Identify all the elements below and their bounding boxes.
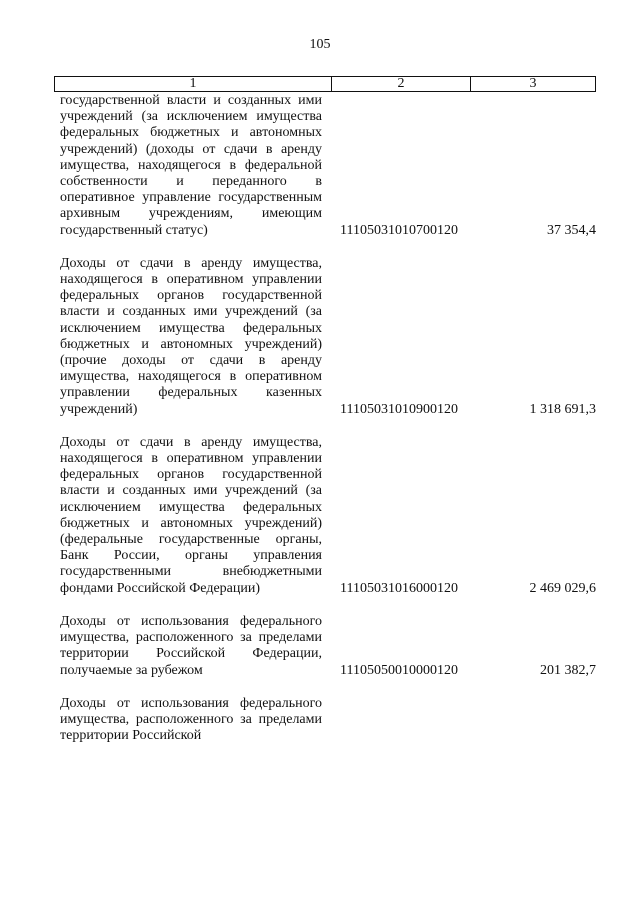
row-amount: 2 469 029,6 (529, 580, 596, 596)
header-col-3: 3 (529, 76, 537, 91)
row-amount: 1 318 691,3 (529, 401, 596, 417)
row-description: государственной власти и созданных ими учреждений (за исключением имущества федеральных бюджетных и автономных учреждений) (доходы от сдачи в аренду имущества, находящегося в федеральной собственности и переданного в оперативное управление государственным архивным учреждениям, имеющим государственный статус) (60, 93, 322, 238)
table-row (60, 614, 596, 679)
page-number: 105 (309, 37, 331, 52)
row-description: Доходы от сдачи в аренду имущества, находящегося в оперативном управлении федеральных органов государственной власти и созданных ими учреждений (за исключением имущества федеральных бюджетных и автономных учреждений) (прочие доходы от сдачи в аренду имущества, находящегося в оперативном управлении федеральных казенных учреждений) (60, 255, 322, 417)
row-amount: 201 382,7 (540, 662, 596, 678)
table-row (60, 256, 596, 418)
row-amount: 37 354,4 (547, 222, 596, 238)
row-description: Доходы от использования федерального имущества, расположенного за пределами территории Российской Федерации, получаемые за рубежом (60, 613, 322, 678)
table-row (60, 696, 596, 745)
row-code: 11105050010000120 (340, 662, 458, 678)
table-row (60, 435, 596, 597)
row-code: 11105031016000120 (340, 580, 458, 596)
header-col-1: 1 (55, 77, 332, 91)
header-col-2: 2 (332, 77, 471, 91)
row-code: 11105031010900120 (340, 401, 458, 417)
table-header (54, 76, 596, 92)
table-body (60, 93, 596, 761)
row-code: 11105031010700120 (340, 222, 458, 238)
row-description: Доходы от использования федерального имущества, расположенного за пределами территории Российской (60, 695, 322, 744)
row-description: Доходы от сдачи в аренду имущества, находящегося в оперативном управлении федеральных органов государственной власти и созданных ими учреждений (за исключением имущества федеральных бюджетных и автономных учреждений) (федеральные государственные органы, Банк России, органы управления государственными внебюджетными фондами Российской Федерации) (60, 434, 322, 596)
table-row (60, 93, 596, 239)
